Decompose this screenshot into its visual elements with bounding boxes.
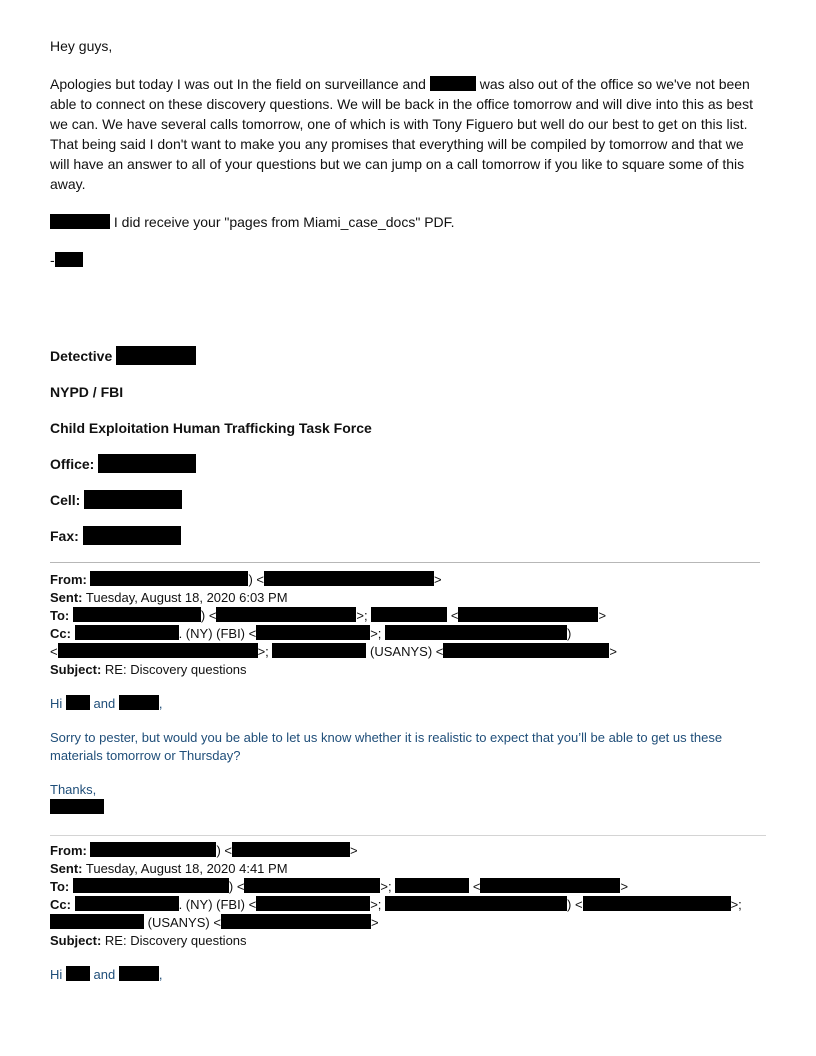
redaction-block — [90, 571, 248, 586]
to-line: To: ) < >; < > — [50, 608, 607, 623]
redaction-block — [264, 571, 434, 586]
to-label: To: — [50, 879, 70, 894]
signature-task-force: Child Exploitation Human Trafficking Task Force — [50, 420, 372, 436]
subject-label: Subject: — [50, 933, 102, 948]
subject-value: RE: Discovery questions — [104, 933, 247, 948]
to-line: To: ) < >; < > — [50, 879, 629, 894]
redaction-block — [371, 607, 447, 622]
subject-line — [50, 932, 766, 950]
redaction-block — [55, 252, 83, 267]
redaction-block — [73, 878, 229, 893]
hi-text: Hi — [50, 696, 63, 711]
signature-detective — [50, 346, 766, 366]
reply-body — [50, 74, 766, 194]
signature-office — [50, 454, 766, 474]
redaction-block — [385, 896, 567, 911]
redaction-block — [75, 896, 179, 911]
redaction-block — [480, 878, 620, 893]
redaction-block — [256, 896, 370, 911]
sent-line — [50, 589, 766, 607]
redaction-block — [395, 878, 469, 893]
redaction-block — [116, 346, 196, 365]
and-text: and — [93, 696, 116, 711]
subject-value: RE: Discovery questions — [104, 662, 247, 677]
signature-cell — [50, 490, 766, 510]
redaction-block — [232, 842, 350, 857]
redaction-block — [66, 695, 90, 710]
redaction-block — [50, 214, 110, 229]
email1-greeting: Hi and , — [50, 696, 163, 711]
from-label: From: — [50, 572, 87, 587]
cc-label: Cc: — [50, 626, 71, 641]
redaction-block — [583, 896, 731, 911]
usanys-label: (USANYS) < — [144, 915, 221, 930]
fax-label: Fax: — [50, 528, 79, 544]
redaction-block — [443, 643, 609, 658]
email1-signoff — [50, 799, 766, 817]
redaction-block — [256, 625, 370, 640]
received-line — [50, 212, 766, 232]
redaction-block — [84, 490, 182, 509]
from-line: From: ) < > — [50, 572, 442, 587]
redaction-block — [50, 914, 144, 929]
redaction-block — [66, 966, 90, 981]
redaction-block — [58, 643, 258, 658]
sign-off — [50, 250, 766, 270]
cc-line: Cc: . (NY) (FBI) < >; ) < >; — [50, 897, 742, 912]
redaction-block — [385, 625, 567, 640]
redaction-block — [458, 607, 598, 622]
redaction-block — [90, 842, 216, 857]
cc-label: Cc: — [50, 897, 71, 912]
sent-value: Tuesday, August 18, 2020 6:03 PM — [85, 590, 288, 605]
redaction-block — [83, 526, 181, 545]
redaction-block — [119, 966, 159, 981]
email-header-2 — [50, 842, 766, 950]
reply-body-part2: was also out of the office so we've not been able to connect on these discovery questions. We will be back in the office tomorrow and will dive into this as best we can. We have several calls tomorrow, one of which is with Tony Figuero but well do our best to get on this list. That being said I don't want to make you any promises that everything will be compiled by tomorrow and that we will have an answer to all of your questions but we can jump on a call tomorrow if you like to square some of this away. — [50, 76, 753, 192]
redaction-block — [272, 643, 366, 658]
sent-line — [50, 860, 766, 878]
sent-label: Sent: — [50, 861, 83, 876]
sign-dash: - — [50, 252, 55, 268]
and-text: and — [93, 967, 116, 982]
sent-label: Sent: — [50, 590, 83, 605]
usanys-label: (USANYS) < — [366, 644, 444, 659]
subject-label: Subject: — [50, 662, 102, 677]
email-header-1 — [50, 571, 766, 679]
detective-label: Detective — [50, 348, 113, 364]
email1-body: Sorry to pester, but would you be able to let us know whether it is realistic to expect that you’ll be able to get us these materials tomorrow or Thursday? — [50, 730, 723, 763]
received-text: I did receive your "pages from Miami_case_docs" PDF. — [113, 214, 455, 230]
redaction-block — [75, 625, 179, 640]
from-label: From: — [50, 843, 87, 858]
sent-value: Tuesday, August 18, 2020 4:41 PM — [85, 861, 288, 876]
cc-line-cont: < >; (USANYS) < > — [50, 644, 617, 659]
email-document — [50, 36, 766, 984]
redaction-block — [50, 799, 104, 814]
redaction-block — [98, 454, 196, 473]
signature-agency: NYPD / FBI — [50, 384, 124, 400]
redaction-block — [119, 695, 159, 710]
redaction-block — [244, 878, 380, 893]
cc-nyfbi: . (NY) (FBI) < — [178, 626, 257, 641]
cc-nyfbi: . (NY) (FBI) < — [178, 897, 257, 912]
redaction-block — [73, 607, 201, 622]
signature-fax — [50, 526, 766, 546]
redaction-block — [430, 76, 476, 91]
cc-line: Cc: . (NY) (FBI) < >; ) — [50, 626, 572, 641]
email2-greeting: Hi and , — [50, 967, 163, 982]
reply-body-part1: Apologies but today I was out In the field on surveillance and — [50, 76, 426, 92]
office-label: Office: — [50, 456, 95, 472]
cell-label: Cell: — [50, 492, 81, 508]
from-line: From: ) < > — [50, 843, 358, 858]
hi-text: Hi — [50, 967, 63, 982]
email1-thanks: Thanks, — [50, 782, 97, 797]
subject-line — [50, 661, 766, 679]
to-label: To: — [50, 608, 70, 623]
greeting: Hey guys, — [50, 38, 113, 54]
cc-line-cont: (USANYS) < > — [50, 914, 766, 932]
redaction-block — [221, 914, 371, 929]
redaction-block — [216, 607, 356, 622]
